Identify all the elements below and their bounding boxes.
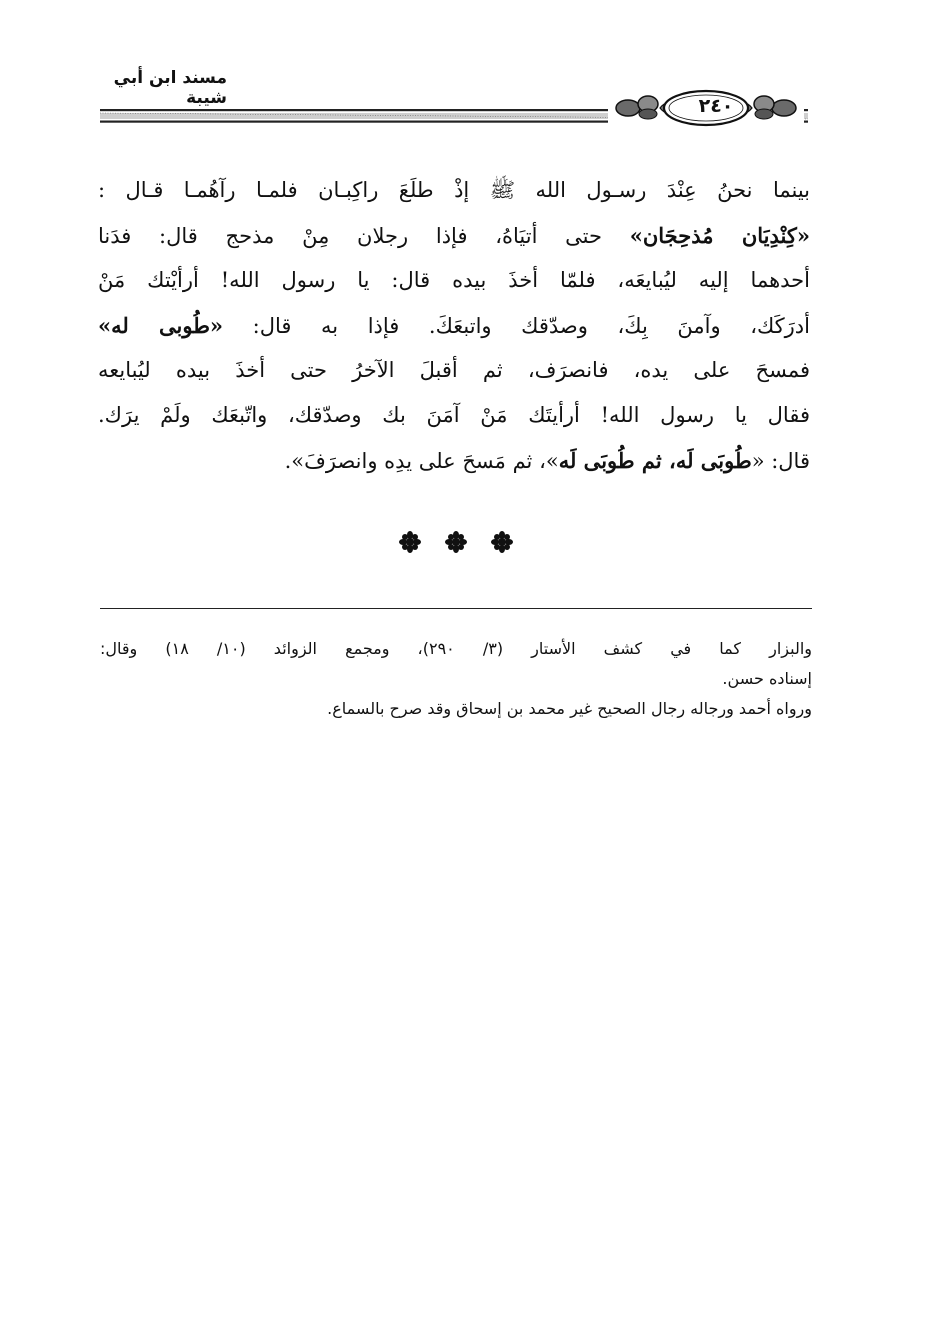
footnotes-block — [100, 634, 812, 724]
text-line: فقال يا رسول الله! أرأيتَك مَنْ آمَنَ بك وصدّقك، واتّبعَك ولَمْ يرَك. — [98, 403, 810, 427]
text-line: «كِنْدِيَان مُذحِجَان» حتى أتيَاهُ، فإذا رجلان مِنْ مذحج قال: فدَنا — [98, 223, 810, 248]
footnote-line: إسناده حسن. — [722, 669, 812, 688]
text-line: أدرَكَك، وآمنَ بِكَ، وصدّقك واتبعَكَ. فإذا به قال: «طُوبى له» — [98, 313, 810, 338]
flower-separator-icon — [445, 531, 467, 553]
emphasized-phrase: طُوبَى لَه، ثم طُوبَى لَه — [558, 448, 752, 473]
text-line: بينما نحنُ عِنْدَ رسـول الله ﷺ إذْ طلَعَ راكِبـان فلمـا رآهُمـا قـال : — [98, 178, 810, 202]
flower-separator-icon — [491, 531, 513, 553]
text-line: فمسحَ على يده، فانصرَف، ثم أقبلَ الآخرُ حتى أخذَ بيده ليُبايعه — [98, 358, 810, 382]
page-number: ٢٤٠ — [698, 95, 734, 117]
section-separator — [396, 530, 516, 554]
text-line: قال: «طُوبَى لَه، ثم طُوبَى لَه»، ثم مَسحَ على يدِه وانصرَفَ». — [284, 448, 810, 473]
footnote-divider — [100, 608, 812, 609]
running-header-title: مسند ابن أبي شيبة — [113, 68, 227, 108]
footnote-line: ورواه أحمد ورجاله رجال الصحيح غير محمد بن إسحاق وقد صرح بالسماع. — [327, 699, 812, 718]
emphasized-phrase: «كِنْدِيَان مُذحِجَان» — [629, 223, 810, 248]
text-line: أحدهما إليه ليُبايعَه، فلمّا أخذَ بيده قال: يا رسول الله! أرأيْتك مَنْ — [98, 268, 810, 292]
emphasized-phrase: «طُوبى له» — [98, 313, 224, 338]
footnote-line: والبزار كما في كشف الأستار (٣/ ٢٩٠)، ومجمع الزوائد (١٠/ ١٨) وقال: — [100, 639, 812, 658]
main-text-block — [98, 168, 810, 483]
flower-separator-icon — [399, 531, 421, 553]
